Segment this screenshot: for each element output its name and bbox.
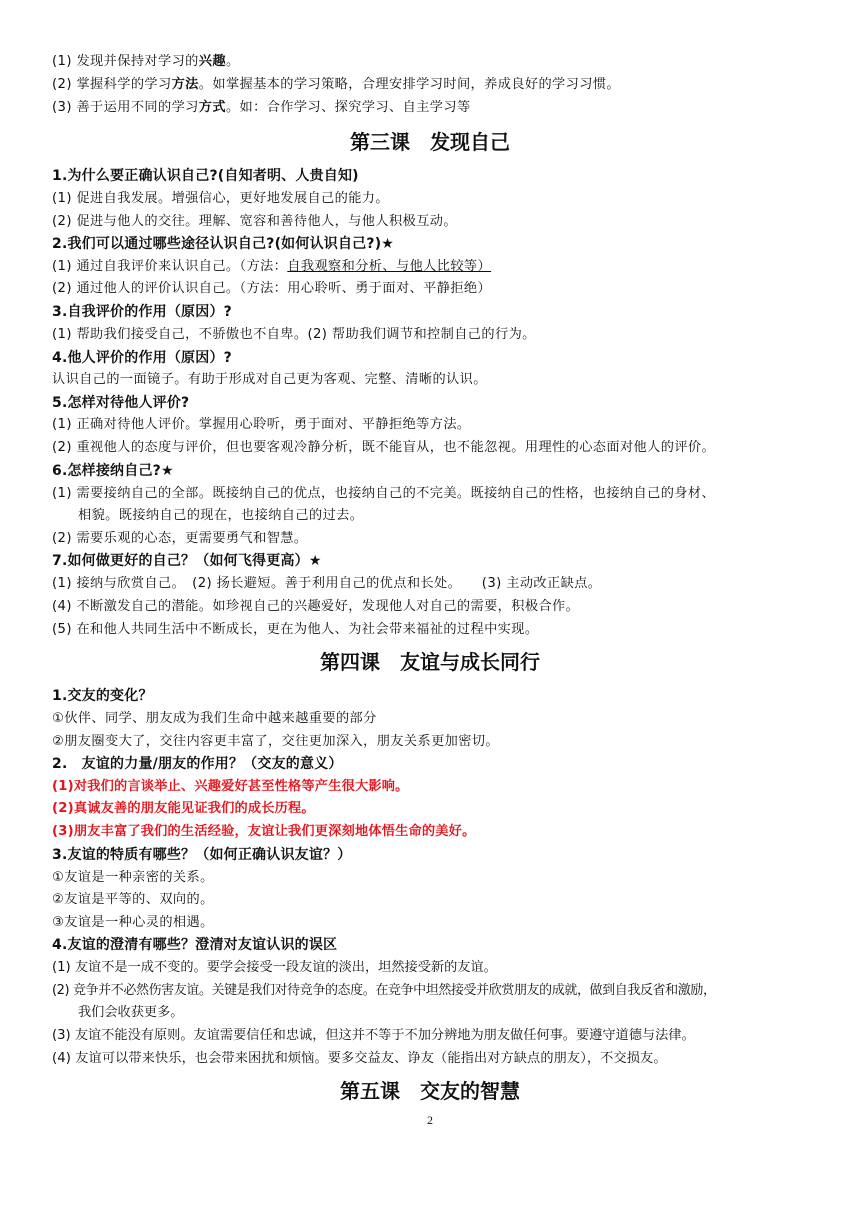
highlighted-answer-line: (2)真诚友善的朋友能见证我们的成长历程。 xyxy=(52,801,315,816)
question-heading: 1.为什么要正确认识自己?(自知者明、人贵自知) xyxy=(52,168,359,184)
answer-line: (4) 不断激发自己的潜能。如珍视自己的兴趣爱好，发现他人对自己的需要，积极合作。 xyxy=(52,599,580,614)
answer-line: (1) 需要接纳自己的全部。既接纳自己的优点，也接纳自己的不完美。既接纳自己的性格，也接纳自己的身材、 xyxy=(52,486,716,501)
question-heading: 2.我们可以通过哪些途径认识自己?(如何认识自己?)★ xyxy=(52,236,395,252)
lesson-4-title: 第四课 友谊与成长同行 xyxy=(320,650,540,674)
question-heading: 4.友谊的澄清有哪些？澄清对友谊认识的误区 xyxy=(52,937,338,953)
question-heading: 5.怎样对待他人评价? xyxy=(52,395,190,411)
intro-line-1 xyxy=(52,52,240,72)
answer-line: ①伙伴、同学、朋友成为我们生命中越来越重要的部分 xyxy=(52,711,377,726)
highlighted-answer-line: (1)对我们的言谈举止、兴趣爱好甚至性格等产生很大影响。 xyxy=(52,779,409,794)
answer-line: 认识自己的一面镜子。有助于形成对自己更为客观、完整、清晰的认识。 xyxy=(52,372,487,387)
highlighted-answer-line: (3)朋友丰富了我们的生活经验，友谊让我们更深刻地体悟生命的美好。 xyxy=(52,824,476,839)
answer-line: (3) 友谊不能没有原则。友谊需要信任和忠诚，但这并不等于不加分辨地为朋友做任何事。要遵守道德与法律。 xyxy=(52,1028,695,1043)
lesson-5-title: 第五课 交友的智慧 xyxy=(340,1079,520,1103)
answer-line: (2) 竞争并不必然伤害友谊。关键是我们对待竞争的态度。在竞争中坦然接受并欣赏朋友的成就，做到自我反省和激励， xyxy=(52,983,716,998)
lesson-3-title: 第三课 发现自己 xyxy=(350,130,510,154)
text: 。 xyxy=(225,54,240,69)
answer-line: (2) 重视他人的态度与评价，但也要客观冷静分析，既不能盲从，也不能忽视。用理性的心态面对他人的评价。 xyxy=(52,440,716,455)
answer-line: (2) 需要乐观的心态，更需要勇气和智慧。 xyxy=(52,531,308,546)
emphasis-word: 兴趣 xyxy=(198,54,226,69)
text: (2) 掌握科学的学习 xyxy=(52,77,172,92)
question-heading: 3.友谊的特质有哪些？（如何正确认识友谊？） xyxy=(52,847,352,863)
question-heading: 1.交友的变化？ xyxy=(52,688,153,704)
question-heading: 7.如何做更好的自己？（如何飞得更高）★ xyxy=(52,553,322,569)
text: 。如掌握基本的学习策略，合理安排学习时间，养成良好的学习习惯。 xyxy=(198,77,620,92)
answer-line: (1) 正确对待他人评价。掌握用心聆听，勇于面对、平静拒绝等方法。 xyxy=(52,417,471,432)
answer-line-continued: 我们会收获更多。 xyxy=(78,1005,184,1020)
underlined-text: 自我观察和分析、与他人比较等） xyxy=(287,259,492,274)
question-heading: 2. 友谊的力量/朋友的作用？（交友的意义） xyxy=(52,756,343,772)
question-heading: 6.怎样接纳自己?★ xyxy=(52,463,174,479)
emphasis-word: 方式 xyxy=(198,100,226,115)
answer-line: (1) 帮助我们接受自己，不骄傲也不自卑。(2) 帮助我们调节和控制自己的行为。 xyxy=(52,327,536,342)
answer-line: (1) 友谊不是一成不变的。要学会接受一段友谊的淡出，坦然接受新的友谊。 xyxy=(52,960,497,975)
page-number: 2 xyxy=(427,1113,433,1127)
answer-line xyxy=(52,257,491,277)
text: 。如：合作学习、探究学习、自主学习等 xyxy=(225,100,471,115)
text: (1) 发现并保持对学习的 xyxy=(52,54,199,69)
answer-line: (4) 友谊可以带来快乐，也会带来困扰和烦恼。要多交益友、诤友（能指出对方缺点的朋友），不交损友。 xyxy=(52,1051,667,1066)
answer-line: (2) 通过他人的评价认识自己。（方法：用心聆听、勇于面对、平静拒绝） xyxy=(52,281,492,296)
intro-line-2 xyxy=(52,75,620,95)
answer-line: ③友谊是一种心灵的相遇。 xyxy=(52,915,214,930)
answer-line: ②友谊是平等的、双向的。 xyxy=(52,892,214,907)
answer-line: (1) 接纳与欣赏自己。 (2) 扬长避短。善于利用自己的优点和长处。 (3) 主动改正缺点。 xyxy=(52,576,602,591)
answer-line: (2) 促进与他人的交往。理解、宽容和善待他人，与他人积极互动。 xyxy=(52,214,457,229)
emphasis-word: 方法 xyxy=(171,77,199,92)
answer-line-continued: 相貌。既接纳自己的现在，也接纳自己的过去。 xyxy=(78,508,364,523)
answer-line: ①友谊是一种亲密的关系。 xyxy=(52,870,214,885)
text: (3) 善于运用不同的学习 xyxy=(52,100,199,115)
text: (1) 通过自我评价来认识自己。（方法： xyxy=(52,259,288,274)
answer-line: (5) 在和他人共同生活中不断成长，更在为他人、为社会带来福祉的过程中实现。 xyxy=(52,622,539,637)
question-heading: 4.他人评价的作用（原因）? xyxy=(52,350,232,366)
answer-line: (1) 促进自我发展。增强信心，更好地发展自己的能力。 xyxy=(52,191,389,206)
question-heading: 3.自我评价的作用（原因）? xyxy=(52,304,232,320)
answer-line: ②朋友圈变大了，交往内容更丰富了，交往更加深入，朋友关系更加密切。 xyxy=(52,734,500,749)
intro-line-3 xyxy=(52,98,471,118)
